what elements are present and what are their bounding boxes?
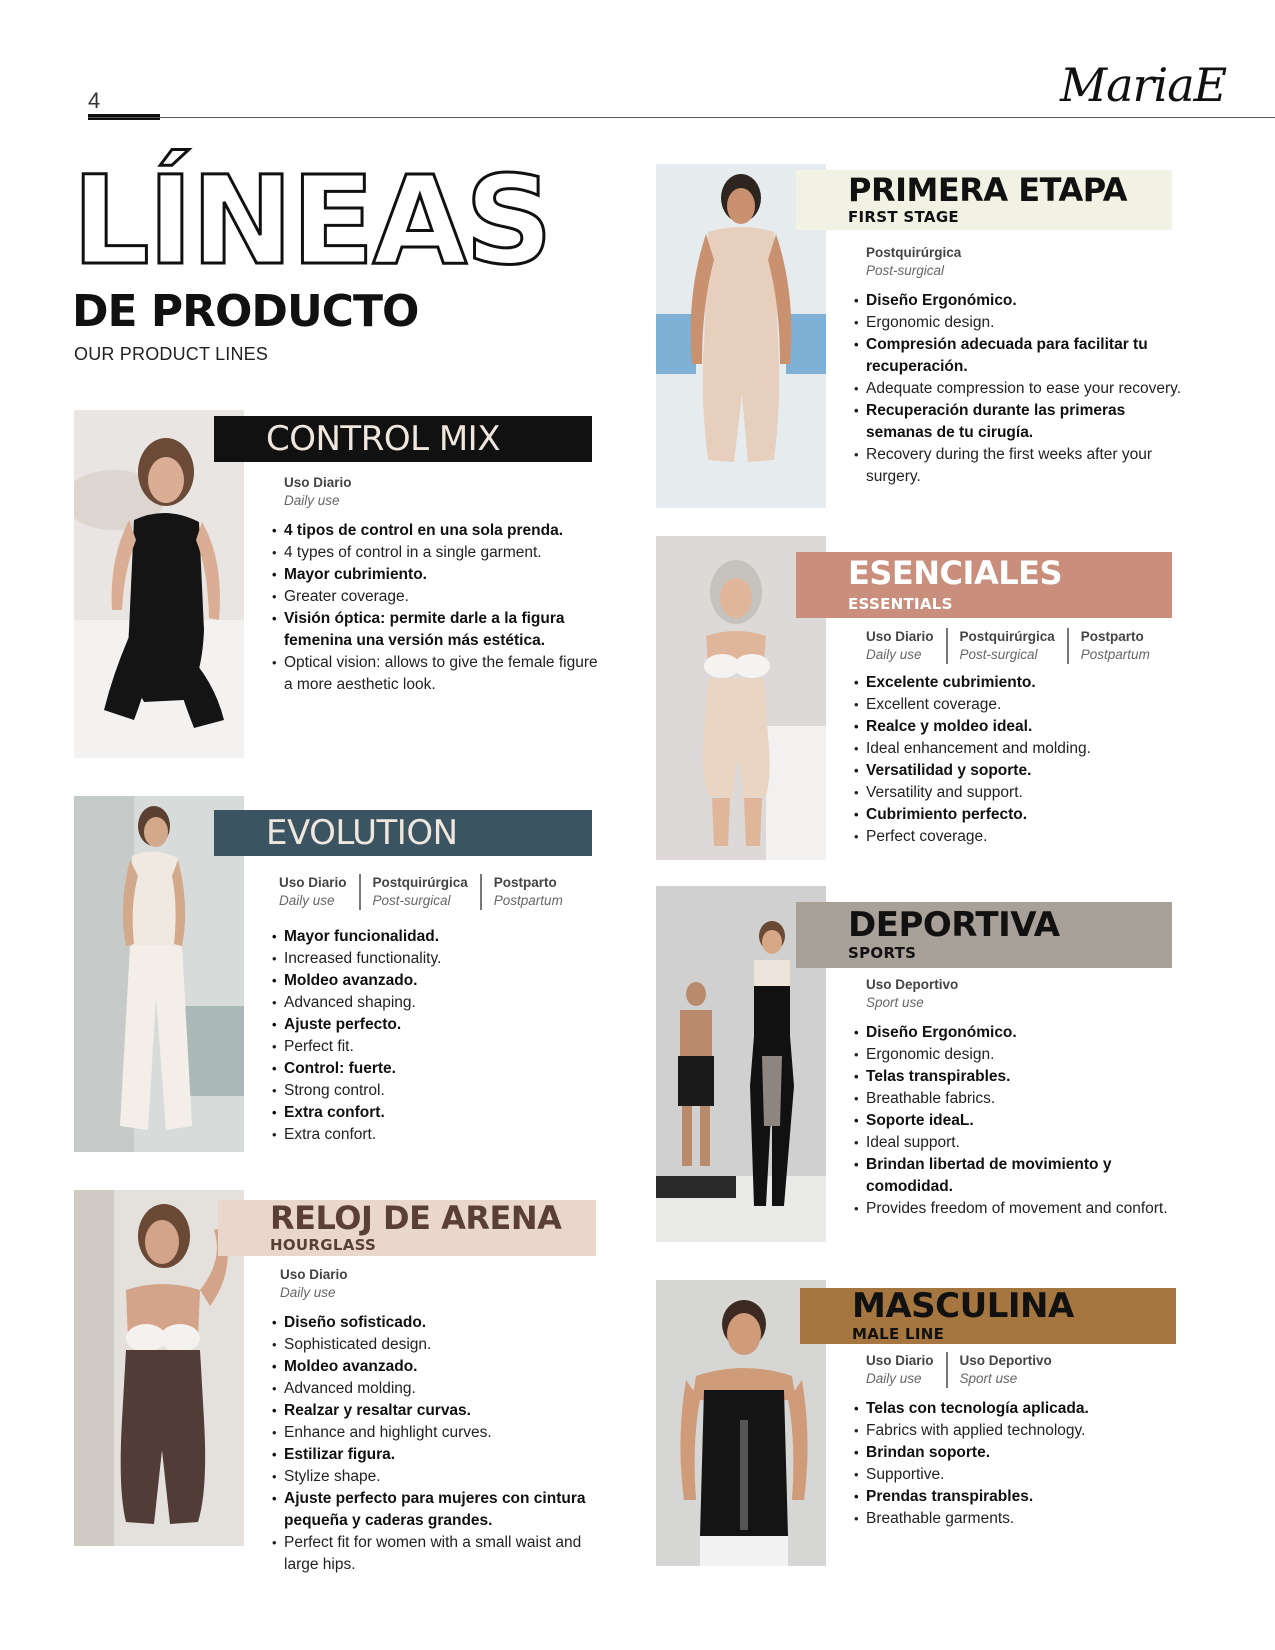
esenciales-usage xyxy=(866,628,1162,664)
list-item: • Moldeo avanzado. xyxy=(272,1356,602,1378)
list-item: • Realzar y resaltar curvas. xyxy=(272,1400,602,1422)
page-subtitle: DE PRODUCTO xyxy=(72,286,419,337)
list-item: • Mayor funcionalidad. xyxy=(272,926,602,948)
header-divider xyxy=(88,117,1275,118)
list-item: • Visión óptica: permite darle a la figura femenina una versión más estética. xyxy=(272,608,602,652)
list-item: • Optical vision: allows to give the female figure a more aesthetic look. xyxy=(272,652,602,696)
page-title: LÍNEAS xyxy=(72,150,551,292)
list-item: • Provides freedom of movement and confort. xyxy=(854,1198,1184,1220)
list-item: • Adequate compression to ease your recovery. xyxy=(854,378,1184,400)
esenciales-title: ESENCIALES xyxy=(848,554,1062,592)
list-item: • Cubrimiento perfecto. xyxy=(854,804,1184,826)
evolution-usage xyxy=(279,874,575,910)
list-item: • Estilizar figura. xyxy=(272,1444,602,1466)
deportiva-title-box xyxy=(796,902,1172,968)
usage-item: Postparto Postpartum xyxy=(480,874,575,910)
list-item: • Realce y moldeo ideal. xyxy=(854,716,1184,738)
list-item: • Versatilidad y soporte. xyxy=(854,760,1184,782)
list-item: • 4 tipos de control en una sola prenda. xyxy=(272,520,602,542)
evolution-features xyxy=(272,926,602,1146)
list-item: • Ideal enhancement and molding. xyxy=(854,738,1184,760)
reloj-de-arena-subtitle: HOURGLASS xyxy=(270,1236,377,1254)
list-item: • Ergonomic design. xyxy=(854,312,1184,334)
usage-item: Postquirúrgica Post-surgical xyxy=(866,245,962,278)
usage-item: Postquirúrgica Post-surgical xyxy=(946,628,1067,664)
brand-logo: MariaE xyxy=(1060,58,1227,112)
control-mix-title: CONTROL MIX xyxy=(266,419,500,459)
list-item: • Brindan libertad de movimiento y comodidad. xyxy=(854,1154,1184,1198)
list-item: • Ajuste perfecto. xyxy=(272,1014,602,1036)
esenciales-title-box xyxy=(796,552,1172,618)
deportiva-title: DEPORTIVA xyxy=(848,905,1060,945)
list-item: • Extra confort. xyxy=(272,1102,602,1124)
list-item: • Perfect fit. xyxy=(272,1036,602,1058)
usage-item: Uso Diario Daily use xyxy=(284,475,352,508)
masculina-title: MASCULINA xyxy=(852,1286,1074,1326)
reloj-de-arena-title-box xyxy=(218,1200,596,1256)
control-mix-photo xyxy=(74,410,244,758)
list-item: • Advanced molding. xyxy=(272,1378,602,1400)
usage-item: Uso Diario Daily use xyxy=(280,1267,348,1300)
usage-item: Postparto Postpartum xyxy=(1067,628,1162,664)
list-item: • Sophisticated design. xyxy=(272,1334,602,1356)
list-item: • Ajuste perfecto para mujeres con cintura pequeña y caderas grandes. xyxy=(272,1488,602,1532)
list-item: • Diseño sofisticado. xyxy=(272,1312,602,1334)
primera-etapa-usage xyxy=(866,244,973,280)
evolution-title-box xyxy=(214,810,592,856)
reloj-de-arena-usage xyxy=(280,1266,360,1302)
list-item: • Extra confort. xyxy=(272,1124,602,1146)
list-item: • Fabrics with applied technology. xyxy=(854,1420,1184,1442)
usage-item: Uso Deportivo Sport use xyxy=(866,977,959,1010)
deportiva-features xyxy=(854,1022,1184,1220)
list-item: • Moldeo avanzado. xyxy=(272,970,602,992)
list-item: • Strong control. xyxy=(272,1080,602,1102)
list-item: • Soporte ideaL. xyxy=(854,1110,1184,1132)
masculina-subtitle: MALE LINE xyxy=(852,1325,945,1343)
deportiva-usage xyxy=(866,976,970,1012)
masculina-features xyxy=(854,1398,1184,1530)
list-item: • Diseño Ergonómico. xyxy=(854,1022,1184,1044)
reloj-de-arena-title: RELOJ DE ARENA xyxy=(270,1199,562,1237)
control-mix-usage xyxy=(284,474,364,510)
masculina-title-box xyxy=(800,1288,1176,1344)
list-item: • Supportive. xyxy=(854,1464,1184,1486)
primera-etapa-title-box xyxy=(796,170,1172,230)
list-item: • Recovery during the first weeks after your surgery. xyxy=(854,444,1184,488)
list-item: • Prendas transpirables. xyxy=(854,1486,1184,1508)
list-item: • Recuperación durante las primeras semanas de tu cirugía. xyxy=(854,400,1184,444)
list-item: • Mayor cubrimiento. xyxy=(272,564,602,586)
list-item: • Diseño Ergonómico. xyxy=(854,290,1184,312)
list-item: • Perfect coverage. xyxy=(854,826,1184,848)
list-item: • Compresión adecuada para facilitar tu recuperación. xyxy=(854,334,1184,378)
list-item: • Stylize shape. xyxy=(272,1466,602,1488)
page-caption: OUR PRODUCT LINES xyxy=(74,344,269,364)
list-item: • Ideal support. xyxy=(854,1132,1184,1154)
page-number: 4 xyxy=(88,88,101,113)
list-item: • Perfect fit for women with a small waist and large hips. xyxy=(272,1532,602,1576)
list-item: • Ergonomic design. xyxy=(854,1044,1184,1066)
deportiva-subtitle: SPORTS xyxy=(848,944,917,962)
list-item: • Telas transpirables. xyxy=(854,1066,1184,1088)
primera-etapa-title: PRIMERA ETAPA xyxy=(848,171,1127,209)
usage-item: Uso Diario Daily use xyxy=(279,875,347,908)
list-item: • 4 types of control in a single garment. xyxy=(272,542,602,564)
esenciales-features xyxy=(854,672,1184,848)
list-item: • Telas con tecnología aplicada. xyxy=(854,1398,1184,1420)
primera-etapa-features xyxy=(854,290,1184,488)
usage-item: Uso Deportivo Sport use xyxy=(946,1352,1064,1388)
list-item: • Brindan soporte. xyxy=(854,1442,1184,1464)
primera-etapa-subtitle: FIRST STAGE xyxy=(848,208,959,226)
control-mix-title-box xyxy=(214,416,592,462)
list-item: • Excelente cubrimiento. xyxy=(854,672,1184,694)
list-item: • Excellent coverage. xyxy=(854,694,1184,716)
masculina-usage xyxy=(866,1352,1064,1388)
list-item: • Control: fuerte. xyxy=(272,1058,602,1080)
list-item: • Greater coverage. xyxy=(272,586,602,608)
list-item: • Breathable fabrics. xyxy=(854,1088,1184,1110)
usage-item: Uso Diario Daily use xyxy=(866,629,934,662)
list-item: • Advanced shaping. xyxy=(272,992,602,1014)
list-item: • Enhance and highlight curves. xyxy=(272,1422,602,1444)
esenciales-subtitle: ESSENTIALS xyxy=(848,595,953,613)
usage-item: Postquirúrgica Post-surgical xyxy=(359,874,480,910)
control-mix-features xyxy=(272,520,602,696)
usage-item: Uso Diario Daily use xyxy=(866,1353,934,1386)
list-item: • Increased functionality. xyxy=(272,948,602,970)
list-item: • Versatility and support. xyxy=(854,782,1184,804)
evolution-title: EVOLUTION xyxy=(266,813,458,853)
reloj-de-arena-features xyxy=(272,1312,602,1576)
list-item: • Breathable garments. xyxy=(854,1508,1184,1530)
